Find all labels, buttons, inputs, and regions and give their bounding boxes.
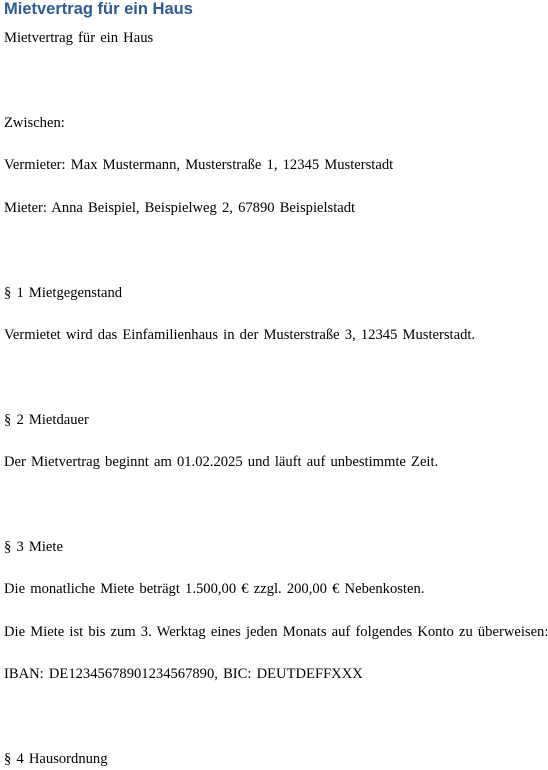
- section-4-title: § 4 Hausordnung: [4, 751, 108, 767]
- landlord-line: Vermieter: Max Mustermann, Musterstraße 1, 12345 Musterstadt: [4, 157, 394, 173]
- between-label: Zwischen:: [4, 115, 65, 131]
- section-3-paragraph-1: Die monatliche Miete beträgt 1.500,00 € zzgl. 200,00 € Nebenkosten.: [4, 581, 425, 597]
- tenant-line: Mieter: Anna Beispiel, Beispielweg 2, 67890 Beispielstadt: [4, 200, 356, 216]
- section-3-paragraph-2: Die Miete ist bis zum 3. Werktag eines jeden Monats auf folgendes Konto zu überweisen:: [4, 624, 548, 640]
- section-1-title: § 1 Mietgegenstand: [4, 285, 123, 301]
- section-3-paragraph-3: IBAN: DE12345678901234567890, BIC: DEUTDEFFXXX: [4, 666, 363, 682]
- section-3-title: § 3 Miete: [4, 539, 63, 555]
- document-subtitle: Mietvertrag für ein Haus: [4, 30, 154, 46]
- document-heading: Mietvertrag für ein Haus: [4, 0, 193, 18]
- section-1-paragraph-1: Vermietet wird das Einfamilienhaus in der Musterstraße 3, 12345 Musterstadt.: [4, 327, 476, 343]
- section-2-paragraph-1: Der Mietvertrag beginnt am 01.02.2025 und läuft auf unbestimmte Zeit.: [4, 454, 439, 470]
- section-2-title: § 2 Mietdauer: [4, 412, 89, 428]
